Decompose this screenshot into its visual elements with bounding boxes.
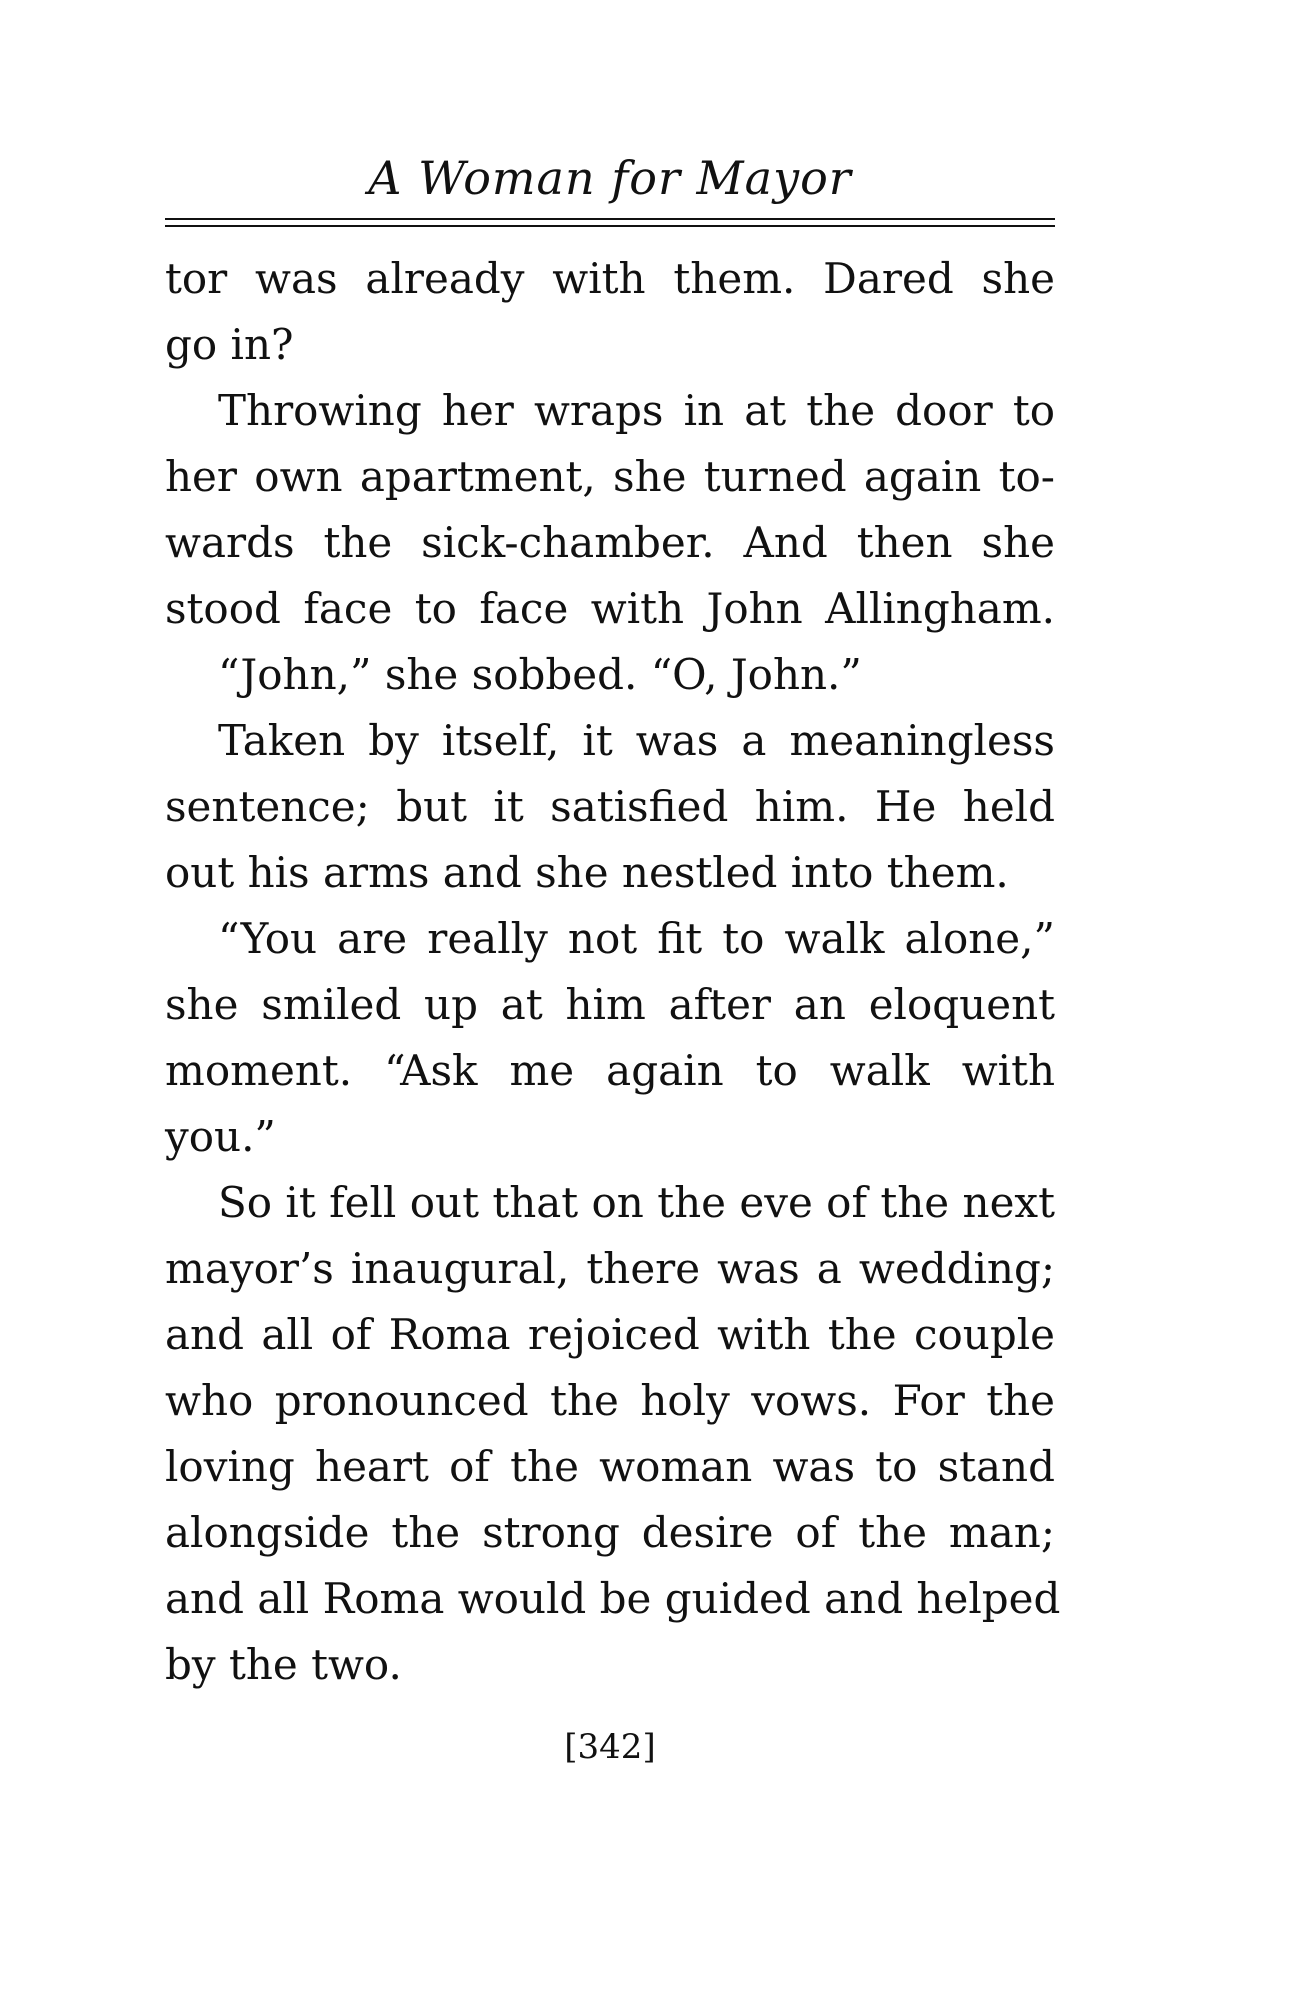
header-rule-upper [165,218,1055,220]
paragraph [165,246,1055,378]
running-head: A Woman for Mayor [368,151,852,205]
paragraph [165,1170,1061,1698]
text-line: her own apartment, she turned again to- [165,452,1055,501]
text-line: she smiled up at him after an eloquent [165,980,1055,1029]
text-line: who pronounced the holy vows. For the [165,1376,1055,1425]
paragraph [165,906,1055,1170]
paragraph [165,642,1055,708]
text-line: stood face to face with John Allingham. [165,584,1055,633]
text-line: Taken by itself, it was a meaningless [218,716,1055,765]
paragraph [165,708,1055,906]
text-line: sentence; but it satisfied him. He held [165,782,1055,831]
text-line: “You are really not fit to walk alone,” [218,914,1055,963]
text-line: mayor’s inaugural, there was a wedding; [165,1244,1055,1293]
text-line: Throwing her wraps in at the door to [218,386,1055,435]
text-line: and all Roma would be guided and helped [165,1574,1061,1623]
text-line: you.” [165,1112,276,1161]
text-line: So it fell out that on the eve of the next [218,1178,1055,1227]
text-line: and all of Roma rejoiced with the couple [165,1310,1055,1359]
text-line: go in? [165,320,294,369]
body-text [165,246,1061,1698]
text-line: out his arms and she nestled into them. [165,848,1009,897]
text-line: wards the sick-chamber. And then she [165,518,1055,567]
paragraph [165,378,1055,642]
text-line: loving heart of the woman was to stand [165,1442,1055,1491]
text-line: alongside the strong desire of the man; [165,1508,1055,1557]
header-rule-lower [165,225,1055,227]
text-line: moment. “Ask me again to walk with [165,1046,1055,1095]
page-number: [342] [564,1727,656,1767]
text-line: by the two. [165,1640,402,1689]
text-line: tor was already with them. Dared she [165,254,1055,303]
text-line: “John,” she sobbed. “O, John.” [218,650,862,699]
